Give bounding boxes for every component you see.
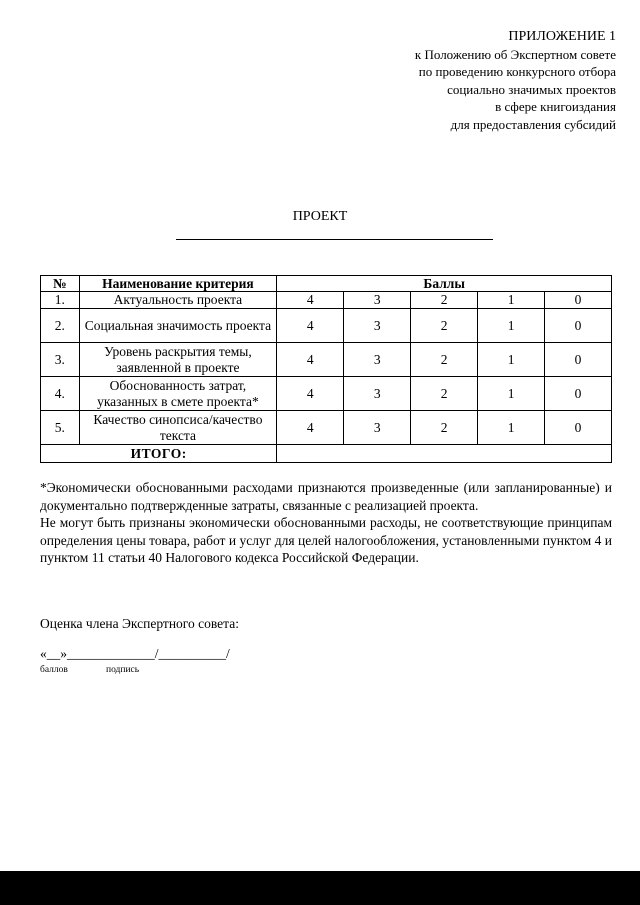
appendix-line: для предоставления субсидий (450, 116, 616, 132)
row-number: 5. (41, 411, 80, 445)
row-criterion: Обоснованность затрат, указанных в смете проекта* (79, 377, 277, 411)
total-row (41, 445, 612, 463)
scan-border (0, 871, 640, 905)
row-criterion: Уровень раскрытия темы, заявленной в проекте (79, 343, 277, 377)
score-cell: 3 (344, 411, 411, 445)
signature-line: «__»_____________/__________/ (40, 646, 230, 661)
table-row (41, 377, 612, 411)
row-number: 2. (41, 309, 80, 343)
score-cell: 1 (478, 411, 545, 445)
row-criterion: Актуальность проекта (79, 292, 277, 309)
table-header-row (41, 276, 612, 292)
appendix-line: по проведению конкурсного отбора (418, 64, 616, 79)
title-underline (176, 239, 493, 240)
score-cell: 4 (277, 343, 344, 377)
score-cell: 2 (411, 292, 478, 309)
total-label: ИТОГО: (41, 445, 277, 463)
score-cell: 2 (411, 343, 478, 377)
score-cell: 1 (478, 292, 545, 309)
footnote-paragraph-2: Не могут быть признаны экономически обоснованными расходы, не соответствующие принципам определения цены товара, работ и услуг для целей налогообложения, установленными пунктом 4 и пунктом 11 статьи 40 Налогового кодекса Российской Федерации. (40, 515, 612, 565)
score-cell: 0 (545, 411, 612, 445)
table-row (41, 292, 612, 309)
score-cell: 4 (277, 377, 344, 411)
score-cell: 0 (545, 377, 612, 411)
total-value-cell[interactable] (277, 445, 612, 463)
header-criterion: Наименование критерия (79, 276, 277, 292)
score-cell: 0 (545, 343, 612, 377)
appendix-title: ПРИЛОЖЕНИЕ 1 (508, 29, 616, 44)
score-cell: 3 (344, 309, 411, 343)
evaluation-label: Оценка члена Экспертного совета: (40, 616, 239, 631)
signature-caption: подпись (106, 665, 140, 675)
header-number: № (41, 276, 80, 292)
criteria-table (40, 275, 612, 463)
header-scores: Баллы (277, 276, 612, 292)
row-criterion: Социальная значимость проекта (79, 309, 277, 343)
score-cell: 3 (344, 343, 411, 377)
row-criterion: Качество синопсиса/качество текста (79, 411, 277, 445)
appendix-line: в сфере книгоиздания (495, 99, 616, 114)
footnote-paragraph-1: *Экономически обоснованными расходами признаются произведенные (или запланированные) и документально подтвержденные затраты, связанные с реализацией проекта. (40, 480, 612, 513)
score-cell: 3 (344, 377, 411, 411)
score-cell: 2 (411, 309, 478, 343)
appendix-line: социально значимых проектов (447, 81, 616, 97)
score-cell: 2 (411, 377, 478, 411)
appendix-header (415, 28, 616, 133)
score-cell: 0 (545, 292, 612, 309)
score-caption: баллов (40, 665, 68, 675)
score-cell: 1 (478, 343, 545, 377)
row-number: 3. (41, 343, 80, 377)
score-cell: 4 (277, 292, 344, 309)
score-cell: 0 (545, 309, 612, 343)
score-cell: 4 (277, 411, 344, 445)
appendix-line: к Положению об Экспертном совете (414, 46, 616, 62)
score-cell: 4 (277, 309, 344, 343)
score-cell: 3 (344, 292, 411, 309)
page-title: ПРОЕКТ (292, 209, 348, 224)
score-cell: 1 (478, 309, 545, 343)
table-row (41, 343, 612, 377)
row-number: 4. (41, 377, 80, 411)
table-row (41, 411, 612, 445)
table-row (41, 309, 612, 343)
score-cell: 2 (411, 411, 478, 445)
score-cell: 1 (478, 377, 545, 411)
footnote (40, 479, 612, 567)
row-number: 1. (41, 292, 80, 309)
